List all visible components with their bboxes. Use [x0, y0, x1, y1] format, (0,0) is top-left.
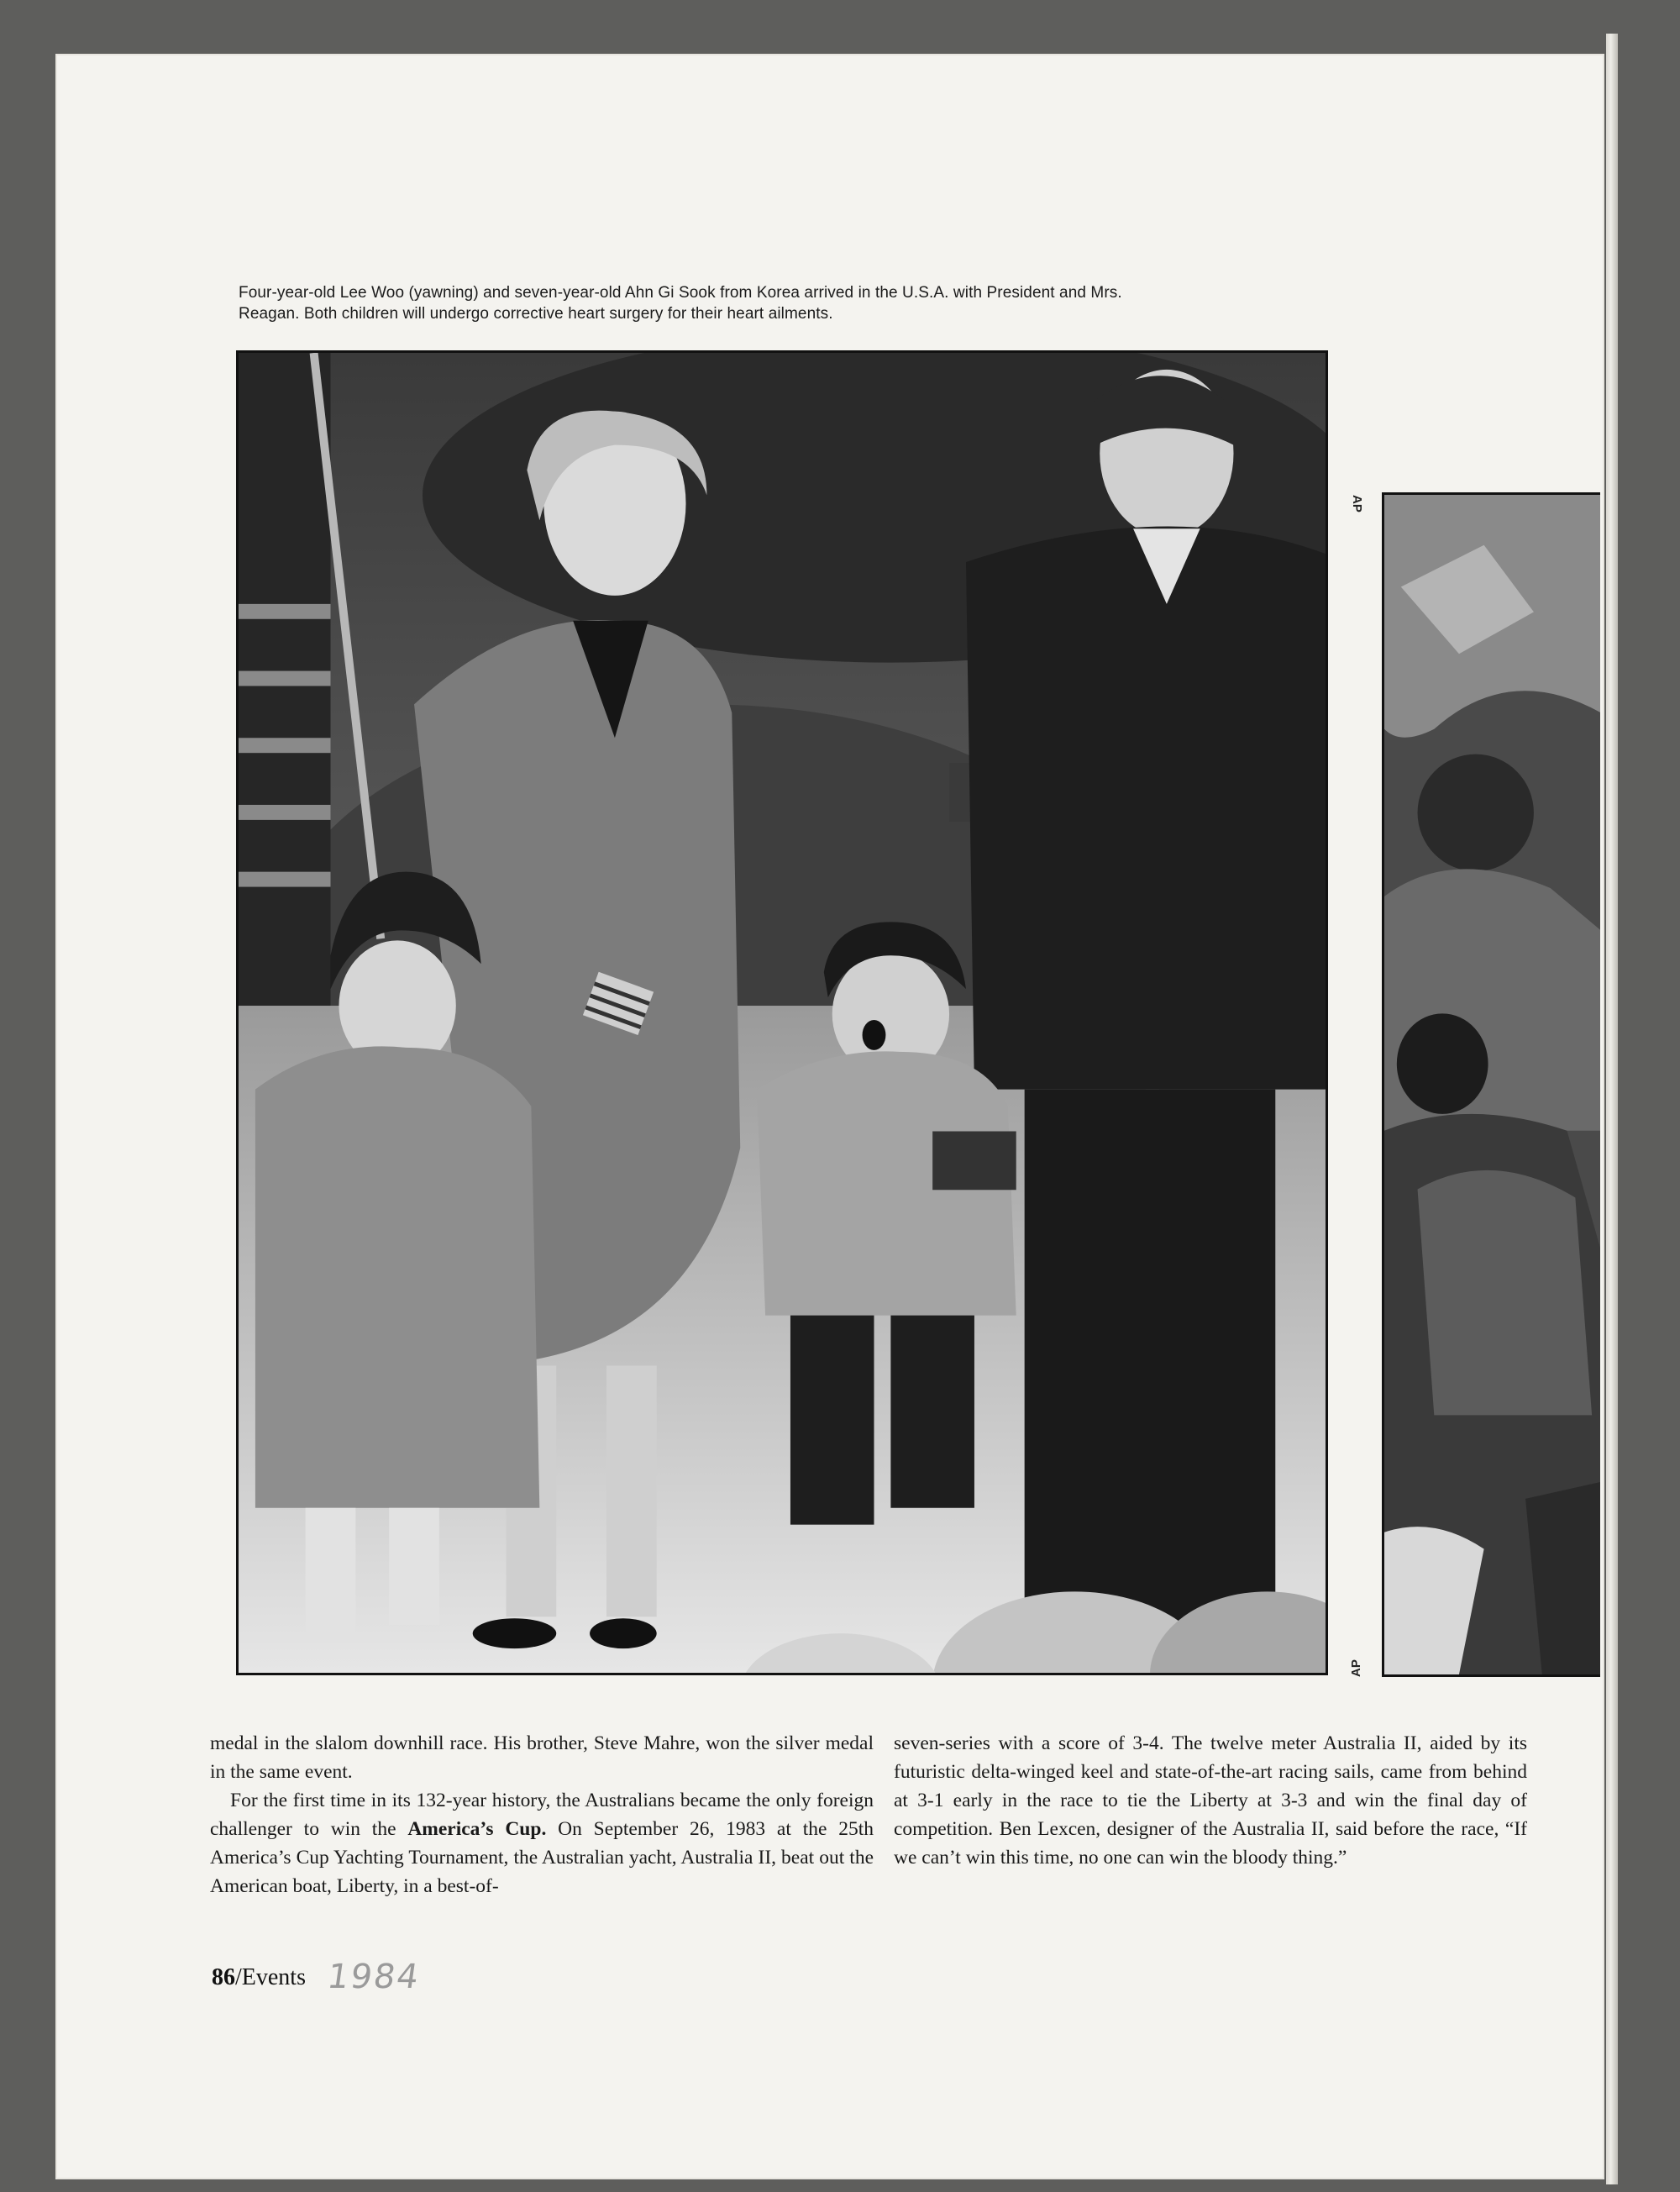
- paragraph-slalom: medal in the slalom downhill race. His brother, Steve Mahre, won the silver medal in the same event.: [210, 1732, 874, 1783]
- paragraph-americas-cup-part-2: On September 26, 1983 at the 25th America’s Cup Yachting Tournament, the Australian yacht, Australia II, beat out the American boat, Liberty, in a best-of-: [210, 1818, 874, 1897]
- main-photo: [236, 350, 1328, 1675]
- paragraph-americas-cup-part-1: For the first time in its 132-year history, the Australians became the only foreign challenger to win the: [210, 1790, 874, 1840]
- caption-line-1: Four-year-old Lee Woo (yawning) and seven-year-old Ahn Gi Sook from Korea arrived in the U.S.A. with President and Mrs.: [239, 284, 1122, 302]
- section-name: /Events: [235, 1964, 306, 1990]
- americas-cup-emphasis: America’s Cup.: [407, 1818, 547, 1840]
- photo-caption: [239, 282, 1154, 324]
- main-photo-illustration: [239, 353, 1326, 1673]
- paragraph-australia-ii: seven-series with a score of 3-4. The twelve meter Australia II, aided by its futuristic delta-winged keel and state-of-the-art racing sails, came from behind at 3-1 early in the race to tie the Liberty at 3-3 and win the final day of competition. Ben Lexcen, designer of the Australia II, said before the race, “If we can’t win this time, no one can win the bloody thing.”: [894, 1732, 1527, 1869]
- caption-line-2: Reagan. Both children will undergo corrective heart surgery for their heart ailments.: [239, 305, 833, 323]
- page-number: 86: [212, 1964, 235, 1990]
- body-column-right: [894, 1729, 1527, 1872]
- handwritten-year: 1984: [324, 1958, 423, 1996]
- side-photo: [1382, 492, 1600, 1677]
- body-column-left: [210, 1729, 874, 1900]
- photo-credit-main: AP: [1349, 1659, 1363, 1677]
- paragraph-americas-cup: [210, 1786, 874, 1900]
- page-footer: [212, 1964, 306, 1991]
- page-edge: [1606, 34, 1618, 2184]
- side-photo-illustration: [1384, 495, 1600, 1674]
- photo-credit-side: AP: [1350, 495, 1364, 513]
